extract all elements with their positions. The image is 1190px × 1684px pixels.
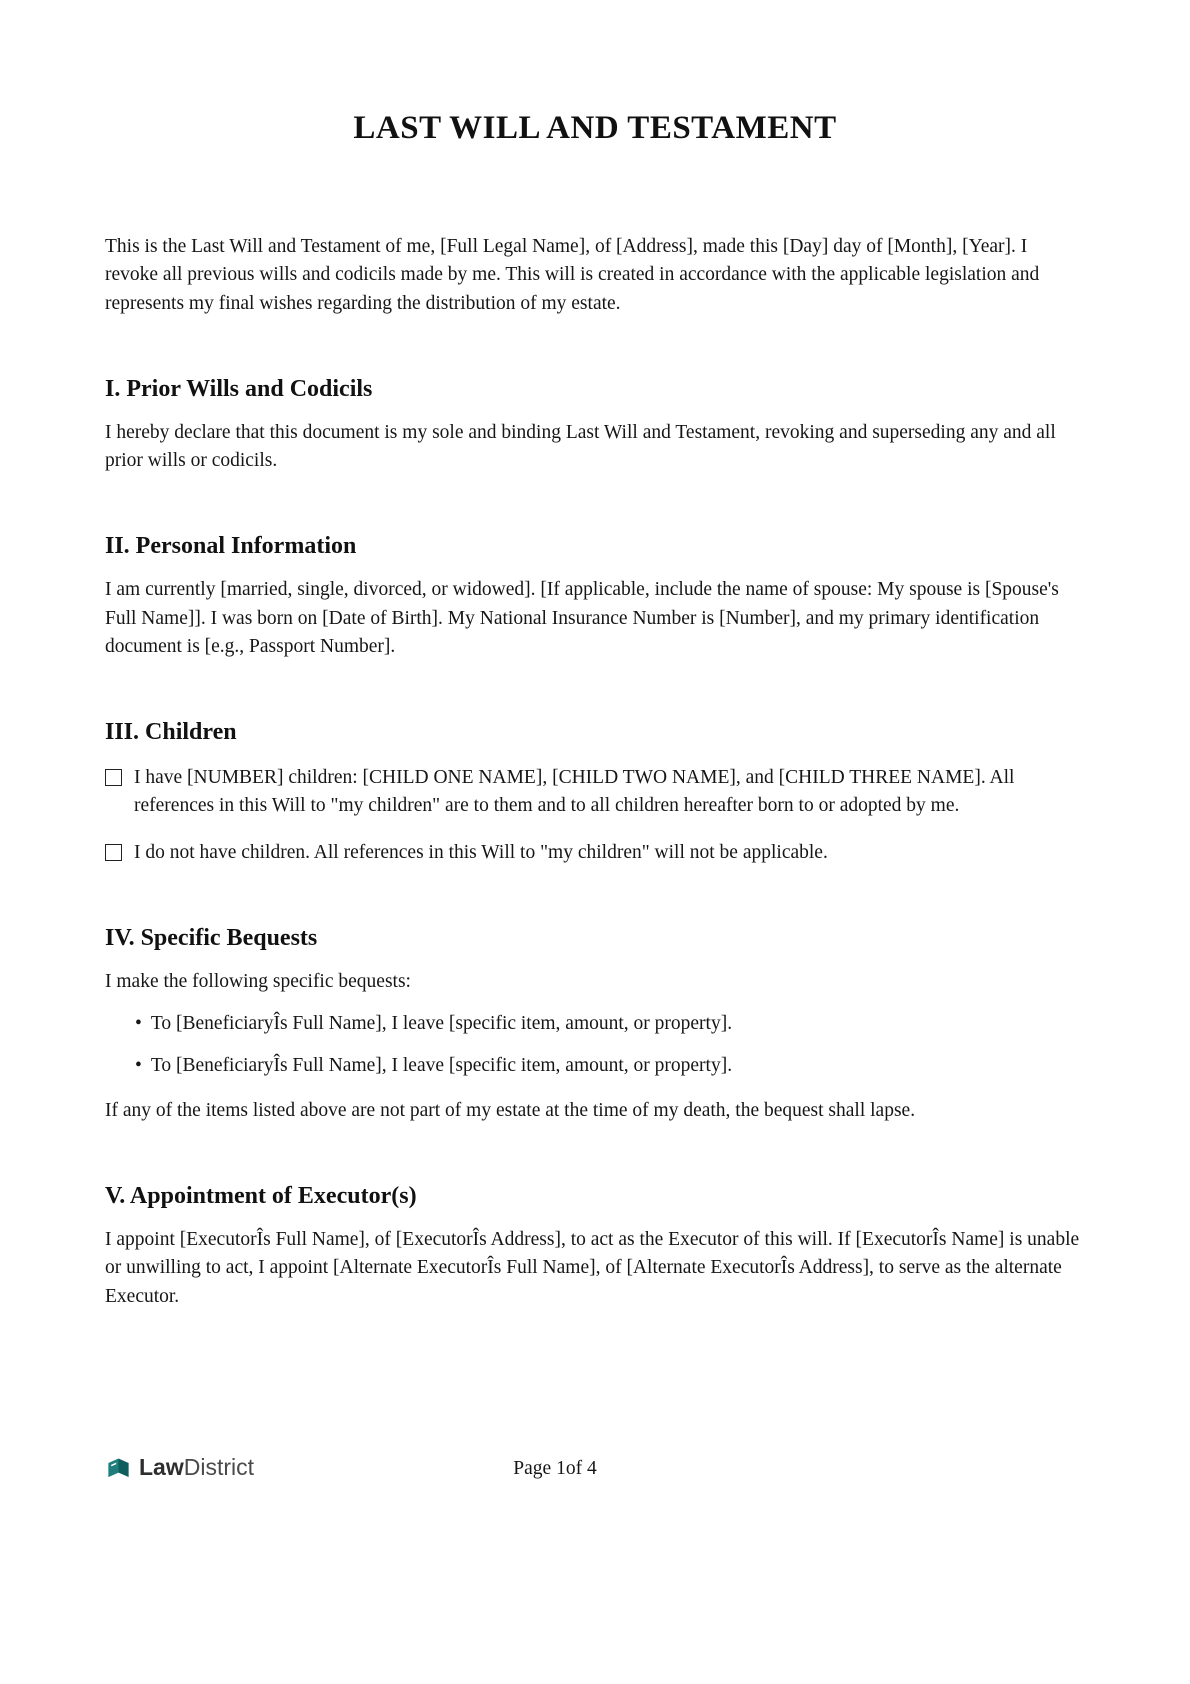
section-specific-bequests	[105, 925, 1085, 1125]
have-children-checkbox[interactable]	[105, 769, 122, 786]
section-personal-information-body: I am currently [married, single, divorced, or widowed]. [If applicable, include the name of spouse: My spouse is [Spouse's Full Name]]. I was born on [Date of Birth]. My National Insurance Number is [Number], and my primary identification document is [e.g., Passport Number].	[105, 579, 1059, 657]
lawdistrict-logo-text	[139, 1454, 254, 1481]
no-children-label: I do not have children. All references in this Will to "my children" will not be applicable.	[134, 841, 828, 863]
section-children-heading: III. Children	[105, 719, 237, 746]
bequest-item	[135, 1052, 1085, 1080]
intro-paragraph: This is the Last Will and Testament of me, [Full Legal Name], of [Address], made this [Day] day of [Month], [Year]. I revoke all previous wills and codicils made by me. This will is created in accordance with the applicable legislation and represents my final wishes regarding the distribution of my estate.	[105, 236, 1040, 314]
no-children-checkbox[interactable]	[105, 844, 122, 861]
section-personal-information	[105, 533, 1085, 661]
section-prior-wills-body: I hereby declare that this document is my sole and binding Last Will and Testament, revoking and superseding any and all prior wills or codicils.	[105, 421, 1056, 472]
bequest-item-text: To [BeneficiaryÎs Full Name], I leave [specific item, amount, or property].	[150, 1055, 733, 1077]
have-children-label: I have [NUMBER] children: [CHILD ONE NAME], [CHILD TWO NAME], and [CHILD THREE NAME]. All references in this Will to "my children" are to them and to all children hereafter born to or adopted by me.	[134, 767, 1015, 817]
bequest-item	[135, 1010, 1085, 1038]
bullet-icon: •	[135, 1055, 142, 1077]
lawdistrict-logo	[105, 1454, 254, 1481]
section-prior-wills-heading: I. Prior Wills and Codicils	[105, 375, 373, 402]
page-footer	[105, 1450, 1085, 1492]
section-prior-wills	[105, 376, 1085, 476]
section-specific-bequests-heading: IV. Specific Bequests	[105, 924, 318, 951]
page-number: Page 1of 4	[513, 1458, 597, 1479]
bequest-item-text: To [BeneficiaryÎs Full Name], I leave [specific item, amount, or property].	[150, 1013, 733, 1035]
document-title: LAST WILL AND TESTAMENT	[353, 110, 837, 146]
section-appointment-of-executors	[105, 1183, 1085, 1311]
section-personal-information-heading: II. Personal Information	[105, 533, 357, 560]
logo-text-district: District	[183, 1454, 255, 1480]
specific-bequests-closing: If any of the items listed above are not part of my estate at the time of my death, the bequest shall lapse.	[105, 1099, 916, 1121]
bullet-icon: •	[135, 1013, 142, 1035]
checkbox-item-no-children	[105, 839, 1085, 867]
specific-bequests-lead: I make the following specific bequests:	[105, 970, 411, 992]
logo-text-law: Law	[139, 1454, 184, 1480]
lawdistrict-logo-icon	[105, 1454, 132, 1481]
section-appointment-of-executors-body: I appoint [ExecutorÎs Full Name], of [ExecutorÎs Address], to act as the Executor of this will. If [ExecutorÎs Name] is unable or unwilling to act, I appoint [Alternate ExecutorÎs Full Name], of [Alternate ExecutorÎs Address], to serve as the alternate Executor.	[105, 1228, 1080, 1307]
section-appointment-of-executors-heading: V. Appointment of Executor(s)	[105, 1182, 417, 1209]
section-children	[105, 719, 1085, 867]
checkbox-item-have-children	[105, 764, 1085, 821]
